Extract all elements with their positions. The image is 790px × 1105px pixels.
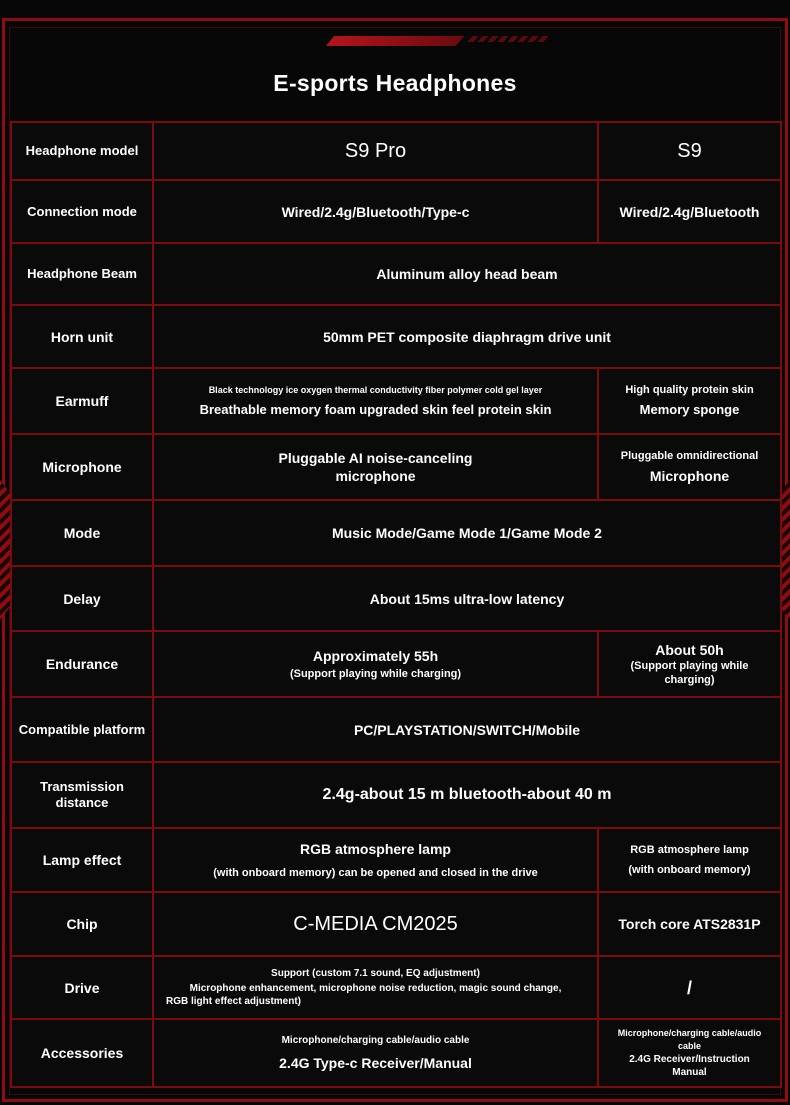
label-chip: Chip (11, 892, 153, 956)
endurance-s9pro-line1: Approximately 55h (312, 648, 439, 664)
label-delay: Delay (11, 566, 153, 631)
drive-s9pro-line1: Support (custom 7.1 sound, EQ adjustment) (271, 968, 480, 979)
label-microphone: Microphone (11, 434, 153, 500)
label-distance: Transmission distance (11, 762, 153, 828)
model-s9pro: S9 Pro (153, 122, 598, 180)
accessories-s9 (598, 1019, 781, 1087)
beam-value: Aluminum alloy head beam (153, 243, 781, 305)
accessories-s9-line3: Manual (672, 1067, 707, 1078)
row-distance (11, 762, 781, 828)
chip-s9: Torch core ATS2831P (598, 892, 781, 956)
accessories-s9pro-line2: 2.4G Type-c Receiver/Manual (279, 1055, 472, 1071)
endurance-s9 (598, 631, 781, 697)
lamp-s9pro-line2: (with onboard memory) can be opened and closed in the drive (213, 867, 538, 879)
drive-s9pro-line2: Microphone enhancement, microphone noise reduction, magic sound change, (189, 983, 562, 994)
page-title: E-sports Headphones (273, 69, 517, 96)
label-platform: Compatible platform (11, 697, 153, 762)
label-drive: Drive (11, 956, 153, 1019)
lamp-s9-line1: RGB atmosphere lamp (630, 844, 749, 856)
row-horn (11, 305, 781, 368)
accessories-s9pro-line1: Microphone/charging cable/audio cable (281, 1035, 470, 1046)
accessories-s9pro (153, 1019, 598, 1087)
row-microphone (11, 434, 781, 500)
endurance-s9pro-line2: (Support playing while charging) (289, 668, 462, 680)
lamp-s9pro (153, 828, 598, 892)
label-accessories: Accessories (11, 1019, 153, 1087)
row-connection (11, 180, 781, 243)
row-mode (11, 500, 781, 566)
microphone-s9pro-line1: Pluggable AI noise-canceling (278, 450, 473, 466)
endurance-s9-line1: About 50h (655, 642, 724, 658)
label-lamp: Lamp effect (11, 828, 153, 892)
row-delay (11, 566, 781, 631)
connection-s9: Wired/2.4g/Bluetooth (598, 180, 781, 243)
model-s9: S9 (598, 122, 781, 180)
platform-value: PC/PLAYSTATION/SWITCH/Mobile (153, 697, 781, 762)
microphone-s9 (598, 434, 781, 500)
drive-s9pro (153, 956, 598, 1019)
label-endurance: Endurance (11, 631, 153, 697)
label-model: Headphone model (11, 122, 153, 180)
row-lamp (11, 828, 781, 892)
horn-value: 50mm PET composite diaphragm drive unit (153, 305, 781, 368)
earmuff-s9pro-line2: Breathable memory foam upgraded skin feel protein skin (199, 401, 552, 417)
connection-s9pro: Wired/2.4g/Bluetooth/Type-c (153, 180, 598, 243)
row-model (11, 122, 781, 180)
earmuff-s9-line2: Memory sponge (639, 402, 740, 417)
row-accessories (11, 1019, 781, 1087)
row-beam (11, 243, 781, 305)
lamp-s9-line2: (with onboard memory) (628, 864, 751, 876)
chip-s9pro: C-MEDIA CM2025 (153, 892, 598, 956)
row-earmuff (11, 368, 781, 434)
microphone-s9-line1: Pluggable omnidirectional (620, 450, 759, 462)
delay-value: About 15ms ultra-low latency (153, 566, 781, 631)
drive-s9pro-line3: RGB light effect adjustment) (166, 996, 302, 1007)
microphone-s9-line2: Microphone (649, 468, 730, 484)
earmuff-s9pro-line1: Black technology ice oxygen thermal conductivity fiber polymer cold gel layer (208, 384, 543, 395)
endurance-s9-line2: (Support playing while charging) (630, 660, 749, 686)
mode-value: Music Mode/Game Mode 1/Game Mode 2 (153, 500, 781, 566)
distance-value: 2.4g-about 15 m bluetooth-about 40 m (153, 762, 781, 828)
row-endurance (11, 631, 781, 697)
label-mode: Mode (11, 500, 153, 566)
lamp-s9pro-line1: RGB atmosphere lamp (300, 841, 451, 857)
row-platform (11, 697, 781, 762)
endurance-s9pro (153, 631, 598, 697)
spec-table (10, 121, 782, 1088)
row-drive (11, 956, 781, 1019)
row-chip (11, 892, 781, 956)
earmuff-s9-line1: High quality protein skin (625, 384, 754, 396)
earmuff-s9pro (153, 368, 598, 434)
label-earmuff: Earmuff (11, 368, 153, 434)
label-beam: Headphone Beam (11, 243, 153, 305)
earmuff-s9 (598, 368, 781, 434)
accessories-s9-line2: 2.4G Receiver/Instruction (629, 1054, 750, 1065)
lamp-s9 (598, 828, 781, 892)
label-horn: Horn unit (11, 305, 153, 368)
microphone-s9pro (153, 434, 598, 500)
drive-s9: / (598, 956, 781, 1019)
microphone-s9pro-line2: microphone (335, 468, 416, 484)
top-stripe-accent (467, 36, 552, 42)
label-connection: Connection mode (11, 180, 153, 243)
accessories-s9-line1: Microphone/charging cable/audio cable (617, 1028, 762, 1051)
